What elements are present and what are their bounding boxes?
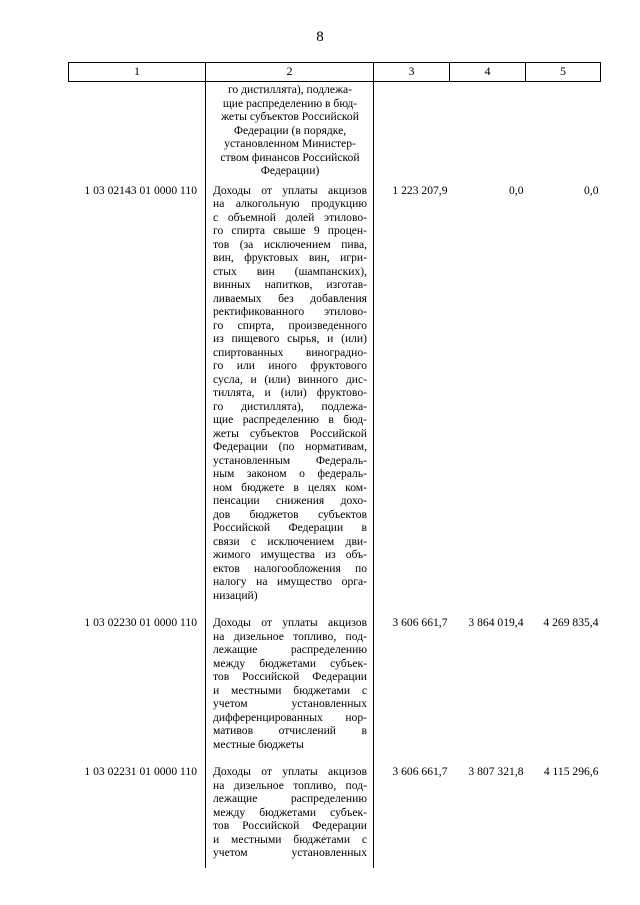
- value-col-5: 4 115 296,6: [543, 765, 599, 778]
- value-col-3: 3 606 661,7: [392, 616, 448, 629]
- table-row: [69, 610, 601, 759]
- revenue-description: [206, 759, 374, 868]
- description-line: спиртованных виноградно-: [213, 345, 367, 359]
- description-line: пенсации снижения дохо-: [213, 494, 367, 507]
- budget-revenue-table: [68, 62, 601, 868]
- description-line: и местными бюджетами с: [213, 832, 367, 846]
- description-line: ектов налогообложения по: [213, 561, 367, 575]
- table-row: [69, 178, 601, 611]
- header-row: [69, 63, 601, 82]
- description-line: жеты субъектов Российской: [213, 426, 367, 440]
- description-line: Российской Федерации в: [213, 521, 367, 534]
- description-line: Федерации (по нормативам,: [213, 440, 367, 453]
- description-line: дов бюджетов субъектов: [213, 507, 367, 521]
- column-header-4: 4: [450, 63, 526, 82]
- revenue-description: [206, 610, 374, 759]
- revenue-description: [206, 178, 374, 611]
- value-col-4: 3 807 321,8: [468, 765, 524, 778]
- column-header-1: 1: [69, 63, 206, 82]
- description-line: го спирта, произведенного: [213, 318, 367, 332]
- description-line: щие распределению в бюд-: [222, 96, 358, 110]
- description-line: связи с исключением дви-: [213, 534, 367, 548]
- description-line: ливаемых без добавления: [213, 291, 367, 305]
- column-header-3: 3: [374, 63, 450, 82]
- description-line: сусла, и (или) винного дис-: [213, 372, 367, 386]
- description-line: налогу на имущество орга-: [213, 575, 367, 588]
- description-line: мативов отчислений в: [213, 724, 367, 737]
- description-line: учетом установленных: [213, 846, 367, 859]
- value-col-5: 0,0: [584, 183, 599, 197]
- continuation-value-cell: [374, 82, 450, 178]
- description-line: Федерации): [260, 164, 320, 177]
- column-header-5: 5: [526, 63, 601, 82]
- description-line: установленным Федераль-: [213, 453, 367, 467]
- description-line: тов (за исключением пива,: [213, 237, 367, 251]
- continuation-row: [69, 82, 601, 178]
- revenue-code: 1 03 02231 01 0000 110: [84, 765, 197, 778]
- description-line: и местными бюджетами с: [213, 683, 367, 697]
- revenue-code: 1 03 02143 01 0000 110: [84, 183, 197, 197]
- description-line: Доходы от уплаты акцизов: [213, 765, 367, 778]
- description-line: стых вин (шампанских),: [213, 264, 367, 278]
- continuation-value-cell: [526, 82, 601, 178]
- description-line: между бюджетами субъек-: [213, 805, 367, 819]
- value-col-4: 3 864 019,4: [468, 616, 524, 629]
- description-line: с объемной долей этилово-: [213, 210, 367, 224]
- description-line: Доходы от уплаты акцизов: [213, 183, 367, 197]
- description-line: на дизельное топливо, под-: [213, 629, 367, 643]
- description-line: ном бюджете в целях ком-: [213, 480, 367, 494]
- description-line: винных напитков, изготав-: [213, 278, 367, 291]
- description-line: Доходы от уплаты акцизов: [213, 616, 367, 629]
- description-line: щие распределению в бюд-: [213, 413, 367, 426]
- description-line: Федерации (в порядке,: [233, 123, 347, 137]
- description-line: го спирта свыше 9 процен-: [213, 224, 367, 237]
- value-col-3: 1 223 207,9: [392, 183, 448, 197]
- table-header: [69, 63, 601, 82]
- description-line: установленном Министер-: [224, 137, 356, 150]
- value-col-4: 0,0: [509, 183, 524, 197]
- page-number: 8: [316, 29, 324, 45]
- description-line: го или иного фруктового: [213, 359, 367, 372]
- description-line: из пищевого сырья, и (или): [213, 332, 367, 345]
- description-line: между бюджетами субъек-: [213, 656, 367, 670]
- description-line: учетом установленных: [213, 697, 367, 710]
- description-line: на алкогольную продукцию: [213, 197, 367, 210]
- continuation-code-cell: [69, 82, 206, 178]
- description-line: вин, фруктовых вин, игри-: [213, 251, 367, 264]
- continuation-value-cell: [450, 82, 526, 178]
- description-line: ством финансов Российской: [220, 150, 360, 164]
- description-line: го дистиллята), подлежа-: [213, 399, 367, 413]
- description-line: жеты субъектов Российской: [221, 110, 359, 123]
- revenue-code: 1 03 02230 01 0000 110: [84, 616, 197, 629]
- description-line: ректификованного этилово-: [213, 305, 367, 318]
- value-col-5: 4 269 835,4: [543, 616, 599, 629]
- description-line: на дизельное топливо, под-: [213, 778, 367, 792]
- table-row: [69, 759, 601, 868]
- description-line: тов Российской Федерации: [213, 670, 367, 683]
- description-line: тов Российской Федерации: [213, 819, 367, 832]
- description-line: го дистиллята), подлежа-: [227, 83, 353, 96]
- value-col-3: 3 606 661,7: [392, 765, 448, 778]
- description-line: местные бюджеты: [213, 737, 304, 751]
- description-line: лежащие распределению: [213, 792, 367, 805]
- description-line: ным законом о федераль-: [213, 467, 367, 480]
- description-line: низаций): [213, 588, 258, 602]
- description-line: тиллята, и (или) фруктово-: [213, 386, 367, 399]
- continuation-description: [206, 82, 374, 178]
- column-header-2: 2: [206, 63, 374, 82]
- description-line: лежащие распределению: [213, 643, 367, 656]
- description-line: жимого имущества из объ-: [213, 548, 367, 561]
- description-line: дифференцированных нор-: [213, 710, 367, 724]
